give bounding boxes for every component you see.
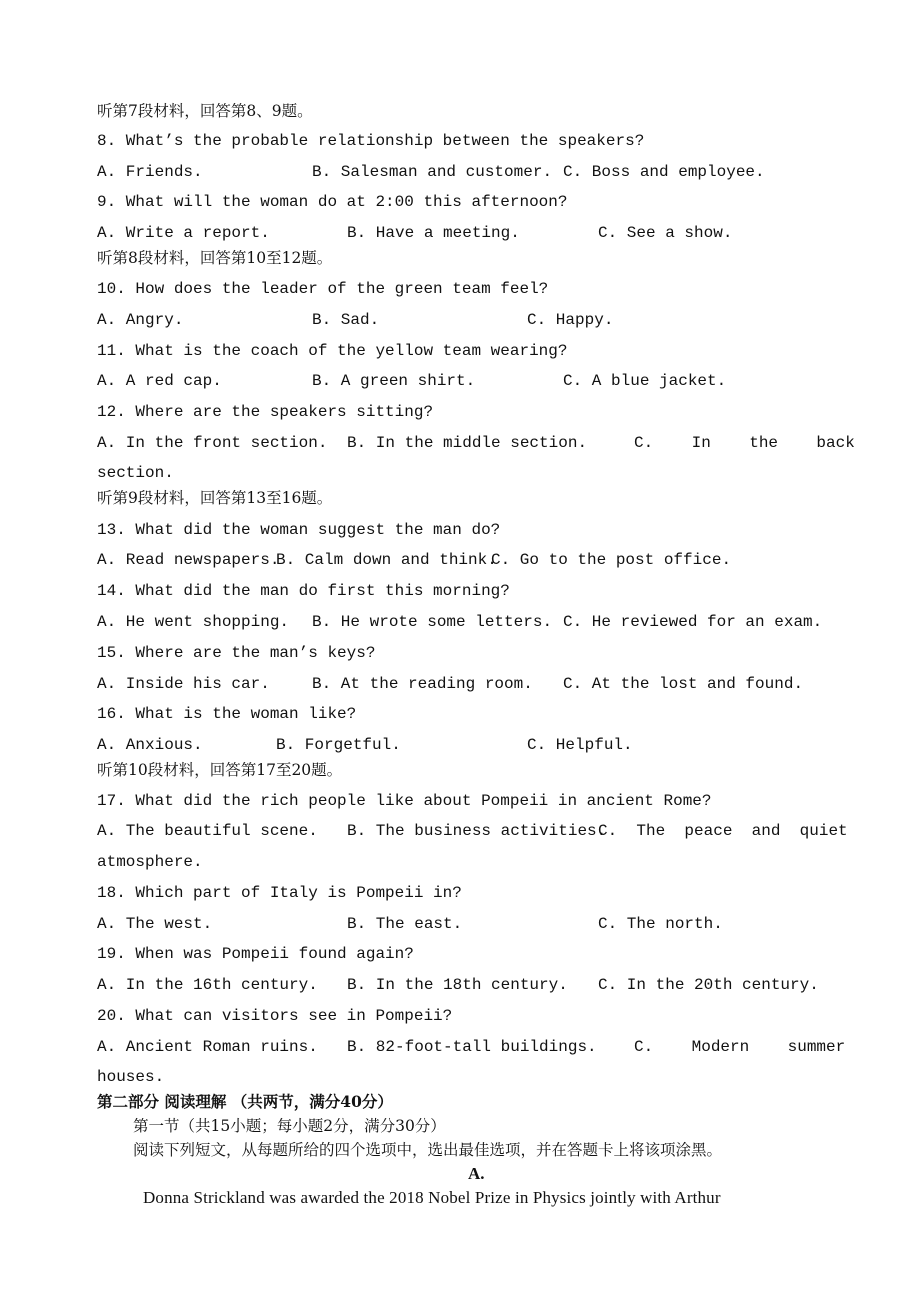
option: B. Salesman and customer.	[312, 163, 553, 181]
option: A. A red cap.	[97, 372, 222, 390]
option: B. Sad.	[312, 311, 380, 329]
option: C. At the lost and found.	[563, 675, 804, 693]
option: A. In the 16th century.	[97, 976, 318, 994]
option: A. Write a report.	[97, 224, 270, 242]
option: A. Ancient Roman ruins.	[97, 1038, 318, 1056]
section-header: 听第7段材料，回答第8、9题。	[97, 102, 313, 120]
question: 8. What’s the probable relationship between the speakers?	[97, 132, 645, 150]
option: A. The west.	[97, 915, 213, 933]
section-header: 听第9段材料，回答第13至16题。	[97, 489, 333, 507]
option: A. In the front section.	[97, 434, 328, 452]
option-continued: houses.	[97, 1068, 165, 1086]
option-continued: atmosphere.	[97, 853, 203, 871]
question: 19. When was Pompeii found again?	[97, 945, 414, 963]
option: C. In the 20th century.	[598, 976, 819, 994]
option: B. The business activities.	[347, 822, 607, 840]
option: B. At the reading room.	[312, 675, 533, 693]
option: B. 82-foot-tall buildings.	[347, 1038, 597, 1056]
option: B. In the 18th century.	[347, 976, 568, 994]
option: C. In the back	[634, 434, 855, 452]
question: 15. Where are the man’s keys?	[97, 644, 376, 662]
option: C. Happy.	[527, 311, 614, 329]
option-continued: section.	[97, 464, 174, 482]
option: C. A blue jacket.	[563, 372, 727, 390]
option: B. A green shirt.	[312, 372, 476, 390]
option: B. He wrote some letters.	[312, 613, 553, 631]
option: C. Helpful.	[527, 736, 633, 754]
question: 13. What did the woman suggest the man do?	[97, 521, 501, 539]
option: C. Go to the post office.	[491, 551, 732, 569]
option: A. Read newspapers.	[97, 551, 280, 569]
question: 10. How does the leader of the green team feel?	[97, 280, 549, 298]
option: C. Boss and employee.	[563, 163, 765, 181]
option: B. Have a meeting.	[347, 224, 520, 242]
question: 18. Which part of Italy is Pompeii in?	[97, 884, 462, 902]
question: 17. What did the rich people like about Pompeii in ancient Rome?	[97, 792, 712, 810]
passage-text: Donna Strickland was awarded the 2018 Nobel Prize in Physics jointly with Arthur	[143, 1188, 721, 1207]
option: C. He reviewed for an exam.	[563, 613, 823, 631]
option: C. The north.	[598, 915, 723, 933]
option: A. He went shopping.	[97, 613, 290, 631]
option: B. Calm down and think.	[276, 551, 497, 569]
option: C. See a show.	[598, 224, 733, 242]
option: B. The east.	[347, 915, 463, 933]
option: B. Forgetful.	[276, 736, 401, 754]
instructions: 阅读下列短文，从每题所给的四个选项中，选出最佳选项，并在答题卡上将该项涂黑。	[133, 1141, 723, 1159]
option: A. Angry.	[97, 311, 184, 329]
question: 9. What will the woman do at 2:00 this afternoon?	[97, 193, 568, 211]
question: 16. What is the woman like?	[97, 705, 357, 723]
option: A. Anxious.	[97, 736, 203, 754]
option: A. The beautiful scene.	[97, 822, 318, 840]
question: 14. What did the man do first this morning?	[97, 582, 510, 600]
option: A. Inside his car.	[97, 675, 270, 693]
option: C. The peace and quiet	[598, 822, 848, 840]
passage-label: A.	[468, 1164, 485, 1183]
question: 11. What is the coach of the yellow team wearing?	[97, 342, 568, 360]
question: 12. Where are the speakers sitting?	[97, 403, 434, 421]
option: B. In the middle section.	[347, 434, 588, 452]
question: 20. What can visitors see in Pompeii?	[97, 1007, 453, 1025]
option: C. Modern summer	[634, 1038, 846, 1056]
part-heading: 第二部分 阅读理解 （共两节，满分40分）	[97, 1092, 393, 1111]
section-header: 听第8段材料，回答第10至12题。	[97, 249, 333, 267]
section-header: 听第10段材料，回答第17至20题。	[97, 761, 343, 779]
section-heading: 第一节（共15小题；每小题2分，满分30分）	[133, 1117, 446, 1135]
option: A. Friends.	[97, 163, 203, 181]
